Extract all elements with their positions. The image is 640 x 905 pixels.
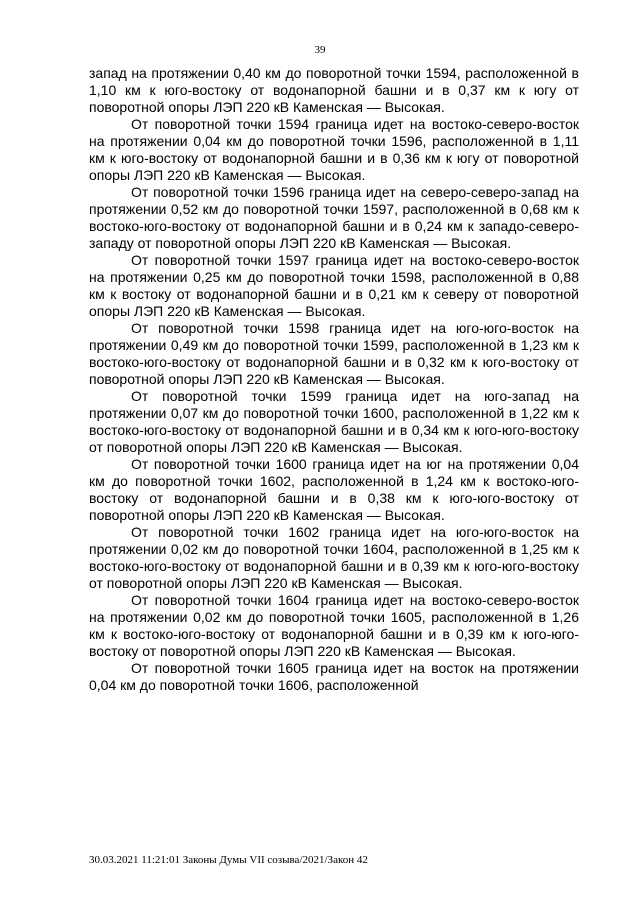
paragraph-3: От поворотной точки 1596 граница идет на северо-северо-запад на протяжении 0,52 км до поворотной точки 1597, расположенной в 0,68 км к востоко-юго-востоку от водонапорной башни и в 0,24 км к западо-северо-западу от поворотной опоры ЛЭП 220 кВ Каменская — Высокая. [89, 184, 579, 251]
paragraph-1: запад на протяжении 0,40 км до поворотной точки 1594, расположенной в 1,10 км к юго-востоку от водонапорной башни и в 0,37 км к югу от поворотной опоры ЛЭП 220 кВ Каменская — Высокая. [89, 65, 579, 115]
paragraph-6: От поворотной точки 1599 граница идет на юго-запад на протяжении 0,07 км до поворотной точки 1600, расположенной в 1,22 км к востоко-юго-востоку от водонапорной башни и в 0,34 км к юго-юго-востоку от поворотной опоры ЛЭП 220 кВ Каменская — Высокая. [89, 388, 579, 455]
document-footer: 30.03.2021 11:21:01 Законы Думы VII созыва/2021/Закон 42 [89, 854, 368, 866]
paragraph-7: От поворотной точки 1600 граница идет на юг на протяжении 0,04 км до поворотной точки 1602, расположенной в 1,24 км к востоко-юго-востоку от водонапорной башни и в 0,38 км к юго-юго-востоку от поворотной опоры ЛЭП 220 кВ Каменская — Высокая. [89, 456, 579, 523]
paragraph-10: От поворотной точки 1605 граница идет на восток на протяжении 0,04 км до поворотной точки 1606, расположенной [89, 660, 579, 693]
paragraph-9: От поворотной точки 1604 граница идет на востоко-северо-восток на протяжении 0,02 км до поворотной точки 1605, расположенной в 1,26 км к востоко-юго-востоку от водонапорной башни и в 0,39 км к юго-юго-востоку от поворотной опоры ЛЭП 220 кВ Каменская — Высокая. [89, 592, 579, 659]
paragraph-5: От поворотной точки 1598 граница идет на юго-юго-восток на протяжении 0,49 км до поворотной точки 1599, расположенной в 1,23 км к востоко-юго-востоку от водонапорной башни и в 0,32 км к юго-востоку от поворотной опоры ЛЭП 220 кВ Каменская — Высокая. [89, 320, 579, 387]
document-body [89, 65, 579, 694]
paragraph-4: От поворотной точки 1597 граница идет на востоко-северо-восток на протяжении 0,25 км до поворотной точки 1598, расположенной в 0,88 км к востоку от водонапорной башни и в 0,21 км к северу от поворотной опоры ЛЭП 220 кВ Каменская — Высокая. [89, 252, 579, 319]
page-number: 39 [314, 44, 326, 56]
paragraph-8: От поворотной точки 1602 граница идет на юго-юго-восток на протяжении 0,02 км до поворотной точки 1604, расположенной в 1,25 км к востоко-юго-востоку от водонапорной башни и в 0,39 км к юго-юго-востоку от поворотной опоры ЛЭП 220 кВ Каменская — Высокая. [89, 524, 579, 591]
paragraph-2: От поворотной точки 1594 граница идет на востоко-северо-восток на протяжении 0,04 км до поворотной точки 1596, расположенной в 1,11 км к юго-востоку от водонапорной башни и в 0,36 км к югу от поворотной опоры ЛЭП 220 кВ Каменская — Высокая. [89, 116, 579, 183]
